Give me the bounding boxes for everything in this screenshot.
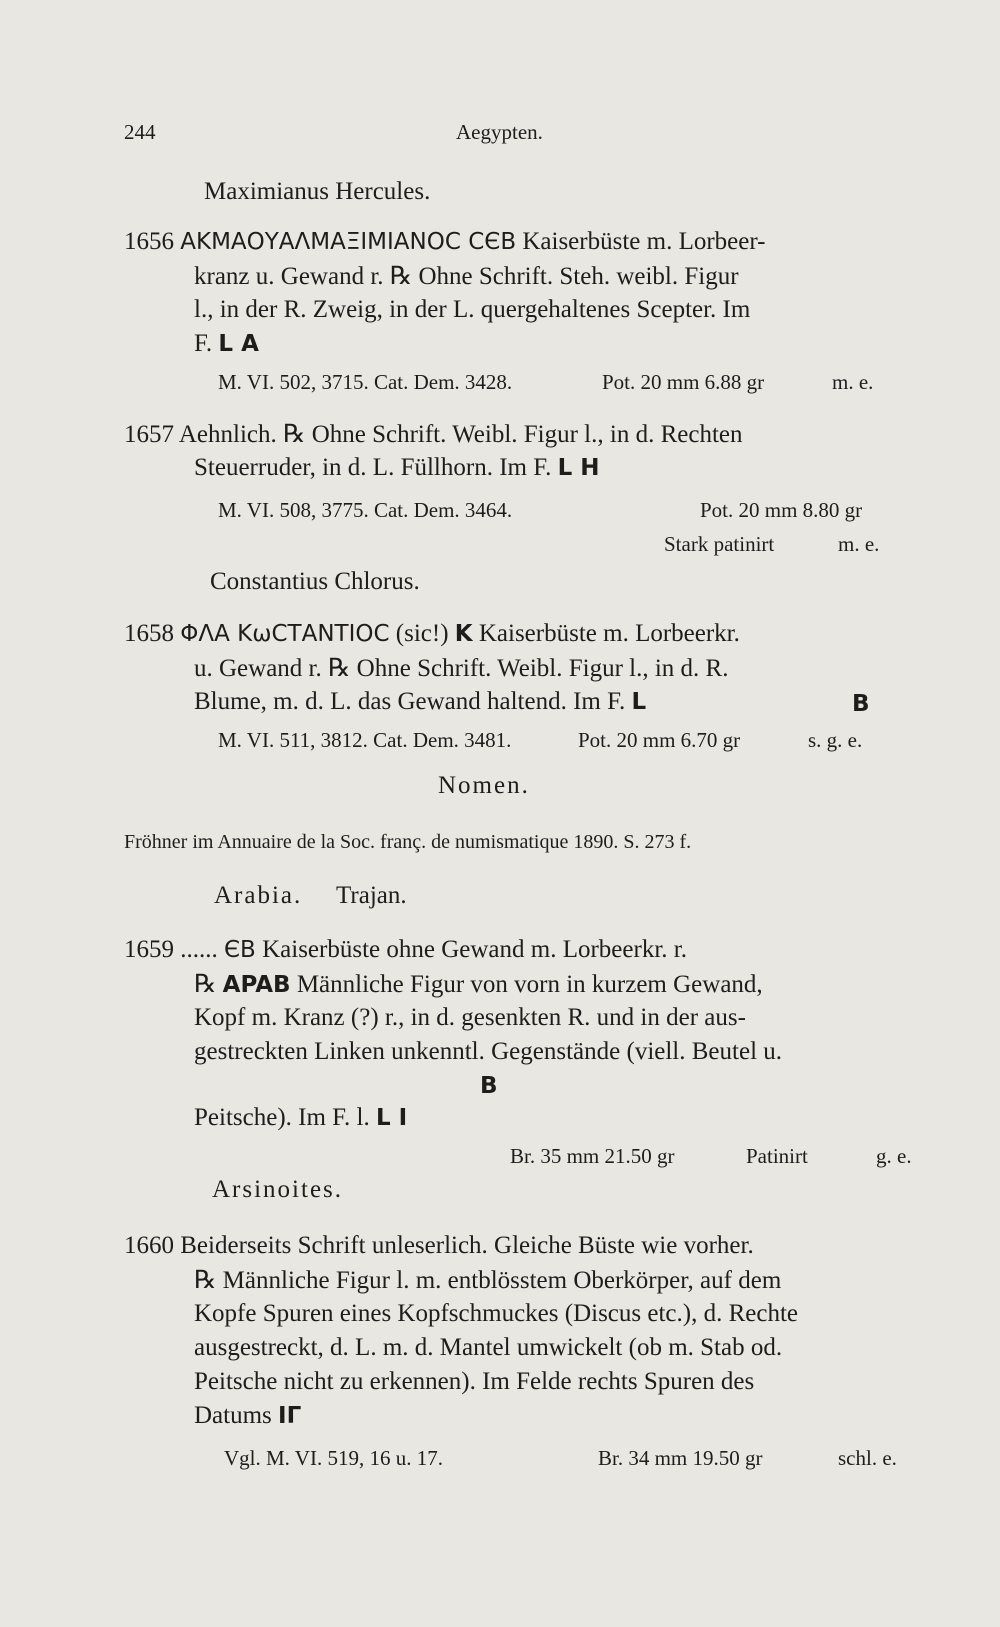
section-heading-arsinoites: Arsinoites.	[212, 1176, 344, 1203]
section-heading-constantius: Constantius Chlorus.	[210, 568, 420, 595]
entry-text: Peitsche). Im F. l.	[194, 1104, 370, 1131]
condition-grade: m. e.	[832, 370, 874, 394]
entry-text: Männliche Figur von vorn in kurzem Gewand,	[296, 971, 763, 998]
coin-size-weight: Pot. 20 mm 8.80 gr	[700, 498, 863, 522]
condition-grade: m. e.	[838, 532, 880, 556]
entry-text: u. Gewand r.	[194, 655, 322, 682]
entry-text: Ohne Schrift. Weibl. Figur l., in d. R.	[356, 655, 729, 682]
entry-text: Aehnlich.	[178, 421, 277, 448]
entry-text: Kaiserbüste m. Lorbeerkr.	[478, 620, 740, 647]
field-mark: L A	[218, 331, 259, 357]
catalog-reference: M. VI. 511, 3812. Cat. Dem. 3481.	[218, 728, 512, 752]
coin-size-weight: Br. 34 mm 19.50 gr	[598, 1446, 763, 1470]
field-mark: L	[631, 689, 647, 715]
entry-text: Kaiserbüste ohne Gewand m. Lorbeerkr. r.	[262, 936, 687, 963]
entry-text: Kaiserbüste m. Lorbeer-	[522, 228, 766, 255]
entry-text: F.	[194, 330, 213, 357]
coin-legend-reverse: APAB	[222, 972, 291, 998]
entry-1657	[124, 420, 743, 449]
page-number: 244	[124, 120, 156, 144]
coin-size-weight: Br. 35 mm 21.50 gr	[510, 1144, 675, 1168]
entry-line: Kopf m. Kranz (?) r., in d. gesenkten R. und in der aus-	[194, 1004, 746, 1031]
section-heading-maximianus: Maximianus Hercules.	[204, 178, 431, 205]
entry-1658	[124, 620, 740, 648]
condition-grade: s. g. e.	[808, 728, 863, 752]
entry-1659	[124, 936, 687, 964]
entry-line	[194, 654, 729, 683]
reference-note: Fröhner im Annuaire de la Soc. franç. de numismatique 1890. S. 273 f.	[124, 831, 692, 853]
entry-1660	[124, 1232, 754, 1260]
entry-line	[194, 688, 646, 716]
entry-text: Blume, m. d. L. das Gewand haltend. Im F.	[194, 688, 626, 715]
section-heading-trajan: Trajan.	[336, 882, 407, 909]
entry-line	[194, 262, 739, 291]
entry-number: 1659	[124, 936, 174, 963]
entry-text: Beiderseits Schrift unleserlich. Gleiche Büste wie vorher.	[180, 1232, 754, 1259]
coin-legend: ΦΛΑ ΚωCΤΑΝΤΙΟC	[180, 621, 390, 647]
field-mark: B	[852, 691, 870, 717]
patina-note: Patinirt	[746, 1144, 808, 1168]
condition-grade: g. e.	[876, 1144, 912, 1168]
entry-text: Ohne Schrift. Weibl. Figur l., in d. Rechten	[311, 421, 743, 448]
legend-dots: ......	[180, 936, 218, 963]
entry-line	[194, 1402, 301, 1430]
reverse-symbol: ℞	[194, 969, 217, 998]
catalog-reference: M. VI. 508, 3775. Cat. Dem. 3464.	[218, 498, 513, 522]
entry-text: kranz u. Gewand r.	[194, 263, 384, 290]
entry-number: 1660	[124, 1232, 174, 1259]
condition-grade: schl. e.	[838, 1446, 897, 1470]
entry-line: gestreckten Linken unkenntl. Gegenstände (viell. Beutel u.	[194, 1038, 783, 1065]
entry-text: Männliche Figur l. m. entblösstem Oberkörper, auf dem	[222, 1267, 782, 1294]
entry-line: Kopfe Spuren eines Kopfschmuckes (Discus etc.), d. Rechte	[194, 1300, 798, 1327]
coin-legend: ЄB	[224, 937, 256, 963]
catalog-reference: M. VI. 502, 3715. Cat. Dem. 3428.	[218, 370, 513, 394]
field-mark: K	[454, 621, 473, 647]
entry-line	[194, 1266, 781, 1295]
entry-line: ausgestreckt, d. L. m. d. Mantel umwickelt (ob m. Stab od.	[194, 1334, 783, 1361]
field-mark: L I	[376, 1105, 408, 1131]
entry-line: l., in der R. Zweig, in der L. quergehaltenes Scepter. Im	[194, 296, 751, 323]
coin-legend: ΑΚΜΑΟΥΑΛΜΑΞΙΜΙΑΝΟC CЄB	[180, 229, 517, 255]
entry-1656	[124, 228, 766, 256]
entry-text: Steuerruder, in d. L. Füllhorn. Im F.	[194, 454, 552, 481]
field-mark: IΓ	[278, 1403, 302, 1429]
reverse-symbol: ℞	[283, 419, 306, 448]
entry-line	[194, 970, 763, 999]
field-mark: L H	[557, 455, 600, 481]
entry-line: Peitsche nicht zu erkennen). Im Felde rechts Spuren des	[194, 1368, 755, 1395]
patina-note: Stark patinirt	[664, 532, 775, 556]
reverse-symbol: ℞	[328, 653, 351, 682]
entry-line	[194, 454, 600, 482]
entry-line	[194, 1104, 407, 1132]
reverse-symbol: ℞	[194, 1265, 217, 1294]
entry-number: 1658	[124, 620, 174, 647]
entry-line	[194, 330, 259, 358]
coin-size-weight: Pot. 20 mm 6.70 gr	[578, 728, 741, 752]
entry-number: 1656	[124, 228, 174, 255]
sic-note: (sic!)	[395, 620, 449, 647]
section-heading-nomen: Nomen.	[438, 772, 530, 799]
entry-text: Datums	[194, 1402, 272, 1429]
field-mark-superscript: B	[480, 1073, 498, 1099]
entry-number: 1657	[124, 421, 174, 448]
section-heading-arabia: Arabia.	[214, 882, 303, 909]
catalog-reference: Vgl. M. VI. 519, 16 u. 17.	[224, 1446, 443, 1470]
coin-size-weight: Pot. 20 mm 6.88 gr	[602, 370, 765, 394]
entry-text: Ohne Schrift. Steh. weibl. Figur	[418, 263, 739, 290]
reverse-symbol: ℞	[389, 261, 413, 290]
running-title: Aegypten.	[456, 120, 543, 144]
